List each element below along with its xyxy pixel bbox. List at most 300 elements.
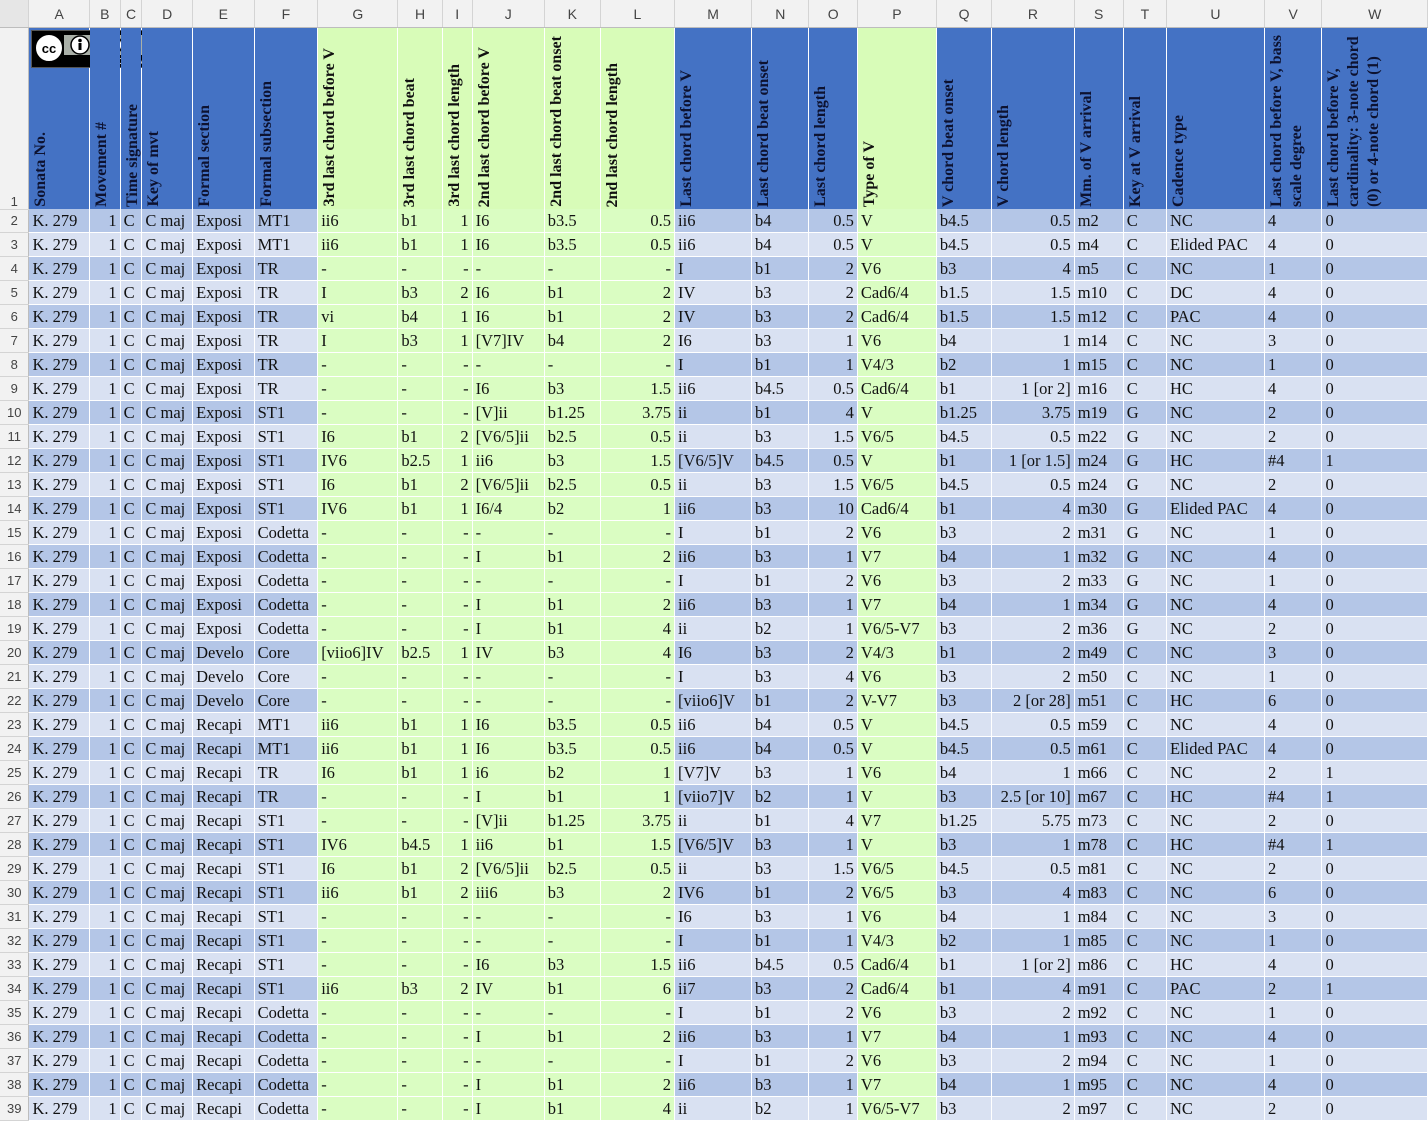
table-cell[interactable]: -	[398, 1025, 442, 1049]
table-cell[interactable]: b2	[752, 1097, 809, 1121]
header-cell[interactable]	[472, 28, 544, 210]
table-cell[interactable]: C maj	[142, 617, 193, 641]
table-cell[interactable]: 1	[89, 1025, 120, 1049]
table-cell[interactable]: 1	[809, 1097, 857, 1121]
table-cell[interactable]: C	[120, 761, 142, 785]
table-cell[interactable]: b2.5	[544, 857, 600, 881]
table-cell[interactable]: ii6	[675, 737, 752, 761]
column-header-k[interactable]: K	[544, 0, 600, 28]
table-cell[interactable]: 1	[442, 761, 472, 785]
table-cell[interactable]: NC	[1166, 809, 1264, 833]
table-cell[interactable]: V	[857, 737, 936, 761]
table-cell[interactable]: 4	[1264, 1025, 1321, 1049]
table-cell[interactable]: 1	[1322, 785, 1428, 809]
row-number[interactable]: 10	[0, 401, 29, 425]
table-cell[interactable]: 0	[1322, 665, 1428, 689]
table-cell[interactable]: K. 279	[29, 929, 89, 953]
table-cell[interactable]: MT1	[254, 737, 318, 761]
table-cell[interactable]: b2.5	[544, 473, 600, 497]
row-number[interactable]: 9	[0, 377, 29, 401]
table-cell[interactable]: 0.5	[992, 857, 1075, 881]
table-cell[interactable]: I6	[472, 737, 544, 761]
table-cell[interactable]: 2 [or 28]	[992, 689, 1075, 713]
table-cell[interactable]: b4	[752, 737, 809, 761]
table-cell[interactable]: 1	[992, 1073, 1075, 1097]
table-cell[interactable]: 0	[1322, 425, 1428, 449]
row-number[interactable]: 6	[0, 305, 29, 329]
table-cell[interactable]: K. 279	[29, 377, 89, 401]
table-cell[interactable]: b1	[752, 521, 809, 545]
table-cell[interactable]: I6	[472, 305, 544, 329]
table-cell[interactable]: ii	[675, 617, 752, 641]
table-cell[interactable]: C maj	[142, 665, 193, 689]
table-cell[interactable]: -	[544, 569, 600, 593]
table-cell[interactable]: I	[472, 593, 544, 617]
table-cell[interactable]: K. 279	[29, 809, 89, 833]
table-cell[interactable]: 0.5	[600, 425, 674, 449]
table-cell[interactable]: b1	[544, 281, 600, 305]
table-cell[interactable]: 1	[600, 785, 674, 809]
table-cell[interactable]: 0	[1322, 329, 1428, 353]
table-cell[interactable]: [V]ii	[472, 401, 544, 425]
table-cell[interactable]: b3	[752, 305, 809, 329]
row-number[interactable]: 33	[0, 953, 29, 977]
table-cell[interactable]: 1	[809, 329, 857, 353]
table-cell[interactable]: C	[1123, 737, 1166, 761]
table-cell[interactable]: ii6	[675, 209, 752, 233]
table-cell[interactable]: ii6	[472, 449, 544, 473]
table-cell[interactable]: K. 279	[29, 905, 89, 929]
header-cell[interactable]	[142, 28, 193, 210]
table-cell[interactable]: -	[398, 905, 442, 929]
table-cell[interactable]: G	[1123, 569, 1166, 593]
table-cell[interactable]: m86	[1074, 953, 1123, 977]
table-cell[interactable]: b3	[752, 497, 809, 521]
table-cell[interactable]: C	[120, 1073, 142, 1097]
table-cell[interactable]: 1	[89, 1073, 120, 1097]
table-cell[interactable]: 1	[442, 737, 472, 761]
table-cell[interactable]: b3	[752, 665, 809, 689]
table-cell[interactable]: ST1	[254, 833, 318, 857]
table-cell[interactable]: b1	[398, 233, 442, 257]
table-cell[interactable]: C maj	[142, 641, 193, 665]
table-cell[interactable]: Cad6/4	[857, 497, 936, 521]
table-cell[interactable]: NC	[1166, 401, 1264, 425]
table-cell[interactable]: ii	[675, 401, 752, 425]
column-header-b[interactable]: B	[89, 0, 120, 28]
table-cell[interactable]: 0	[1322, 305, 1428, 329]
table-cell[interactable]: IV	[675, 305, 752, 329]
table-cell[interactable]: C	[1123, 257, 1166, 281]
table-cell[interactable]: ii6	[472, 833, 544, 857]
table-cell[interactable]: 1	[89, 593, 120, 617]
table-cell[interactable]: m16	[1074, 377, 1123, 401]
table-cell[interactable]: m24	[1074, 449, 1123, 473]
header-cell[interactable]	[544, 28, 600, 210]
table-cell[interactable]: ii6	[318, 209, 398, 233]
table-cell[interactable]: 3	[1264, 641, 1321, 665]
table-cell[interactable]: 1	[89, 233, 120, 257]
table-cell[interactable]: ST1	[254, 473, 318, 497]
table-cell[interactable]: 2	[600, 881, 674, 905]
table-cell[interactable]: 4	[600, 641, 674, 665]
table-cell[interactable]: -	[318, 377, 398, 401]
table-cell[interactable]: m10	[1074, 281, 1123, 305]
column-header-w[interactable]: W	[1322, 0, 1428, 28]
row-number[interactable]: 3	[0, 233, 29, 257]
table-cell[interactable]: ii	[675, 857, 752, 881]
table-cell[interactable]: Develo	[193, 665, 254, 689]
table-cell[interactable]: C maj	[142, 593, 193, 617]
table-cell[interactable]: I	[472, 545, 544, 569]
table-cell[interactable]: C	[1123, 785, 1166, 809]
column-header-m[interactable]: M	[675, 0, 752, 28]
table-cell[interactable]: -	[472, 257, 544, 281]
table-cell[interactable]: C	[1123, 233, 1166, 257]
row-number[interactable]: 36	[0, 1025, 29, 1049]
table-cell[interactable]: ii6	[675, 497, 752, 521]
table-cell[interactable]: -	[442, 905, 472, 929]
table-cell[interactable]: 0.5	[809, 377, 857, 401]
table-cell[interactable]: b3	[936, 569, 991, 593]
table-cell[interactable]: 6	[600, 977, 674, 1001]
table-cell[interactable]: I	[675, 521, 752, 545]
table-cell[interactable]: b4.5	[936, 857, 991, 881]
table-cell[interactable]: b1	[544, 545, 600, 569]
table-cell[interactable]: 0	[1322, 1097, 1428, 1121]
table-cell[interactable]: C maj	[142, 425, 193, 449]
table-cell[interactable]: C	[1123, 905, 1166, 929]
table-cell[interactable]: 0	[1322, 737, 1428, 761]
table-cell[interactable]: -	[442, 1001, 472, 1025]
table-cell[interactable]: 0	[1322, 353, 1428, 377]
table-cell[interactable]: V6/5	[857, 425, 936, 449]
table-cell[interactable]: -	[398, 785, 442, 809]
table-cell[interactable]: 2	[442, 473, 472, 497]
table-cell[interactable]: -	[442, 1025, 472, 1049]
table-cell[interactable]: b4.5	[936, 473, 991, 497]
table-cell[interactable]: b1	[544, 1025, 600, 1049]
table-cell[interactable]: -	[442, 521, 472, 545]
column-header-e[interactable]: E	[193, 0, 254, 28]
table-cell[interactable]: C	[120, 857, 142, 881]
table-cell[interactable]: b1	[752, 929, 809, 953]
table-cell[interactable]: -	[472, 929, 544, 953]
table-cell[interactable]: K. 279	[29, 569, 89, 593]
table-cell[interactable]: 0	[1322, 1049, 1428, 1073]
table-cell[interactable]: TR	[254, 281, 318, 305]
table-cell[interactable]: b3	[752, 473, 809, 497]
table-cell[interactable]: b4.5	[936, 713, 991, 737]
table-cell[interactable]: 2	[809, 1001, 857, 1025]
table-cell[interactable]: 1	[442, 305, 472, 329]
table-cell[interactable]: ST1	[254, 953, 318, 977]
table-cell[interactable]: I	[472, 785, 544, 809]
table-cell[interactable]: 0.5	[992, 209, 1075, 233]
table-cell[interactable]: C	[120, 1049, 142, 1073]
table-cell[interactable]: ii	[675, 809, 752, 833]
table-cell[interactable]: Codetta	[254, 1073, 318, 1097]
table-cell[interactable]: 2	[1264, 761, 1321, 785]
table-cell[interactable]: C maj	[142, 545, 193, 569]
table-cell[interactable]: 6	[1264, 689, 1321, 713]
table-cell[interactable]: b1	[752, 353, 809, 377]
table-cell[interactable]: C maj	[142, 1001, 193, 1025]
table-cell[interactable]: V6	[857, 761, 936, 785]
table-cell[interactable]: NC	[1166, 1097, 1264, 1121]
table-cell[interactable]: 1	[89, 1001, 120, 1025]
table-cell[interactable]: m12	[1074, 305, 1123, 329]
table-cell[interactable]: C	[120, 1097, 142, 1121]
table-cell[interactable]: C	[1123, 353, 1166, 377]
table-cell[interactable]: 0	[1322, 641, 1428, 665]
table-cell[interactable]: 1	[809, 545, 857, 569]
table-cell[interactable]: 1	[809, 905, 857, 929]
table-cell[interactable]: Recapi	[193, 929, 254, 953]
table-cell[interactable]: 1	[89, 257, 120, 281]
header-cell[interactable]	[1074, 28, 1123, 210]
table-cell[interactable]: NC	[1166, 881, 1264, 905]
table-cell[interactable]: Recapi	[193, 857, 254, 881]
row-number[interactable]: 14	[0, 497, 29, 521]
table-cell[interactable]: 1	[89, 401, 120, 425]
table-cell[interactable]: 2	[600, 1025, 674, 1049]
table-cell[interactable]: m95	[1074, 1073, 1123, 1097]
table-cell[interactable]: -	[600, 689, 674, 713]
table-cell[interactable]: K. 279	[29, 713, 89, 737]
table-cell[interactable]: b1	[936, 377, 991, 401]
header-cell[interactable]	[1166, 28, 1264, 210]
table-cell[interactable]: K. 279	[29, 473, 89, 497]
table-cell[interactable]: C	[120, 521, 142, 545]
table-cell[interactable]: -	[442, 257, 472, 281]
table-cell[interactable]: MT1	[254, 713, 318, 737]
table-cell[interactable]: 1	[1322, 449, 1428, 473]
table-cell[interactable]: -	[442, 1049, 472, 1073]
table-cell[interactable]: -	[398, 1097, 442, 1121]
table-cell[interactable]: 2	[1264, 809, 1321, 833]
table-cell[interactable]: I6	[318, 761, 398, 785]
table-cell[interactable]: Develo	[193, 641, 254, 665]
table-cell[interactable]: K. 279	[29, 281, 89, 305]
table-cell[interactable]: b3	[936, 785, 991, 809]
row-number[interactable]: 22	[0, 689, 29, 713]
table-cell[interactable]: Exposi	[193, 329, 254, 353]
table-cell[interactable]: 1	[89, 905, 120, 929]
table-cell[interactable]: V-V7	[857, 689, 936, 713]
table-cell[interactable]: K. 279	[29, 1049, 89, 1073]
table-cell[interactable]: G	[1123, 449, 1166, 473]
table-cell[interactable]: -	[544, 1001, 600, 1025]
table-cell[interactable]: C	[120, 305, 142, 329]
table-cell[interactable]: b4	[936, 1025, 991, 1049]
row-number[interactable]: 31	[0, 905, 29, 929]
table-cell[interactable]: b1	[544, 1097, 600, 1121]
table-cell[interactable]: 1	[89, 713, 120, 737]
table-cell[interactable]: b3	[752, 593, 809, 617]
table-cell[interactable]: C maj	[142, 977, 193, 1001]
table-cell[interactable]: Cad6/4	[857, 377, 936, 401]
table-cell[interactable]: I	[318, 281, 398, 305]
table-cell[interactable]: G	[1123, 497, 1166, 521]
table-cell[interactable]: 0.5	[992, 737, 1075, 761]
table-cell[interactable]: m33	[1074, 569, 1123, 593]
row-number[interactable]: 7	[0, 329, 29, 353]
table-cell[interactable]: 0	[1322, 713, 1428, 737]
table-cell[interactable]: b1.25	[936, 401, 991, 425]
table-cell[interactable]: 6	[1264, 881, 1321, 905]
column-header-u[interactable]: U	[1166, 0, 1264, 28]
row-number[interactable]: 27	[0, 809, 29, 833]
table-cell[interactable]: b4.5	[936, 233, 991, 257]
table-cell[interactable]: b1	[398, 713, 442, 737]
table-cell[interactable]: 0.5	[992, 233, 1075, 257]
table-cell[interactable]: iii6	[472, 881, 544, 905]
table-cell[interactable]: Recapi	[193, 1097, 254, 1121]
table-cell[interactable]: Recapi	[193, 785, 254, 809]
table-cell[interactable]: -	[318, 1025, 398, 1049]
table-cell[interactable]: Codetta	[254, 1025, 318, 1049]
table-cell[interactable]: 0.5	[992, 713, 1075, 737]
table-cell[interactable]: V6	[857, 329, 936, 353]
table-cell[interactable]: ii6	[675, 1073, 752, 1097]
table-cell[interactable]: -	[318, 689, 398, 713]
column-header-f[interactable]: F	[254, 0, 318, 28]
table-cell[interactable]: -	[318, 617, 398, 641]
table-cell[interactable]: 1	[89, 281, 120, 305]
header-cell[interactable]	[992, 28, 1075, 210]
table-cell[interactable]: 2	[809, 569, 857, 593]
table-cell[interactable]: ii6	[318, 881, 398, 905]
table-cell[interactable]: ii6	[675, 233, 752, 257]
table-cell[interactable]: 1	[89, 1049, 120, 1073]
table-cell[interactable]: G	[1123, 473, 1166, 497]
header-cell[interactable]	[936, 28, 991, 210]
table-cell[interactable]: I	[675, 1001, 752, 1025]
table-cell[interactable]: [viio6]V	[675, 689, 752, 713]
table-cell[interactable]: C	[120, 329, 142, 353]
table-cell[interactable]: 0	[1322, 689, 1428, 713]
table-cell[interactable]: 1	[89, 665, 120, 689]
header-cell[interactable]	[29, 28, 89, 210]
table-cell[interactable]: Cad6/4	[857, 953, 936, 977]
table-cell[interactable]: b1	[752, 689, 809, 713]
table-cell[interactable]: IV	[472, 641, 544, 665]
table-cell[interactable]: C	[120, 689, 142, 713]
table-cell[interactable]: NC	[1166, 569, 1264, 593]
table-cell[interactable]: ii6	[318, 977, 398, 1001]
table-cell[interactable]: 0.5	[600, 233, 674, 257]
table-cell[interactable]: C	[120, 209, 142, 233]
table-cell[interactable]: C maj	[142, 953, 193, 977]
table-cell[interactable]: -	[398, 521, 442, 545]
table-cell[interactable]: V6	[857, 665, 936, 689]
table-cell[interactable]: K. 279	[29, 209, 89, 233]
table-cell[interactable]: b4	[936, 1073, 991, 1097]
table-cell[interactable]: Elided PAC	[1166, 233, 1264, 257]
table-cell[interactable]: b4	[936, 761, 991, 785]
table-cell[interactable]: Elided PAC	[1166, 497, 1264, 521]
header-cell[interactable]	[398, 28, 442, 210]
table-cell[interactable]: C maj	[142, 569, 193, 593]
table-cell[interactable]: 2	[992, 665, 1075, 689]
table-cell[interactable]: Codetta	[254, 569, 318, 593]
table-cell[interactable]: NC	[1166, 353, 1264, 377]
table-cell[interactable]: 2	[992, 641, 1075, 665]
table-cell[interactable]: m59	[1074, 713, 1123, 737]
table-cell[interactable]: b1	[936, 641, 991, 665]
table-cell[interactable]: b4	[752, 233, 809, 257]
column-header-g[interactable]: G	[318, 0, 398, 28]
table-cell[interactable]: C	[120, 641, 142, 665]
table-cell[interactable]: -	[544, 689, 600, 713]
row-number[interactable]: 15	[0, 521, 29, 545]
column-header-p[interactable]: P	[857, 0, 936, 28]
table-cell[interactable]: C maj	[142, 401, 193, 425]
table-cell[interactable]: b1	[398, 881, 442, 905]
table-cell[interactable]: -	[398, 665, 442, 689]
table-cell[interactable]: V6	[857, 521, 936, 545]
table-cell[interactable]: b1	[398, 761, 442, 785]
table-cell[interactable]: ii6	[318, 233, 398, 257]
table-cell[interactable]: V4/3	[857, 353, 936, 377]
table-cell[interactable]: K. 279	[29, 401, 89, 425]
table-cell[interactable]: 1	[600, 761, 674, 785]
header-cell[interactable]	[809, 28, 857, 210]
table-cell[interactable]: m34	[1074, 593, 1123, 617]
table-cell[interactable]: -	[544, 665, 600, 689]
table-cell[interactable]: m94	[1074, 1049, 1123, 1073]
row-number[interactable]: 28	[0, 833, 29, 857]
table-cell[interactable]: -	[600, 1049, 674, 1073]
table-cell[interactable]: 0	[1322, 233, 1428, 257]
table-cell[interactable]: 4	[1264, 281, 1321, 305]
table-cell[interactable]: IV6	[318, 833, 398, 857]
table-cell[interactable]: -	[442, 785, 472, 809]
table-cell[interactable]: 1 [or 2]	[992, 953, 1075, 977]
table-cell[interactable]: I	[675, 1049, 752, 1073]
table-cell[interactable]: 1	[89, 929, 120, 953]
table-cell[interactable]: 1	[442, 641, 472, 665]
table-cell[interactable]: 0	[1322, 257, 1428, 281]
table-cell[interactable]: 1	[89, 953, 120, 977]
table-cell[interactable]: C	[120, 1001, 142, 1025]
table-cell[interactable]: 1	[809, 1025, 857, 1049]
column-header-t[interactable]: T	[1123, 0, 1166, 28]
table-cell[interactable]: 2	[442, 281, 472, 305]
table-cell[interactable]: 1	[89, 521, 120, 545]
table-cell[interactable]: 2	[600, 1073, 674, 1097]
header-cell[interactable]	[254, 28, 318, 210]
table-cell[interactable]: K. 279	[29, 737, 89, 761]
table-cell[interactable]: I6	[675, 641, 752, 665]
table-cell[interactable]: 2	[600, 593, 674, 617]
table-cell[interactable]: Elided PAC	[1166, 737, 1264, 761]
header-cell[interactable]	[857, 28, 936, 210]
table-cell[interactable]: b3	[936, 665, 991, 689]
table-cell[interactable]: m83	[1074, 881, 1123, 905]
table-cell[interactable]: 1	[809, 761, 857, 785]
row-number[interactable]: 38	[0, 1073, 29, 1097]
table-cell[interactable]: 2	[1264, 617, 1321, 641]
table-cell[interactable]: ii7	[675, 977, 752, 1001]
table-cell[interactable]: -	[398, 545, 442, 569]
table-cell[interactable]: 1	[992, 353, 1075, 377]
table-cell[interactable]: b3	[752, 761, 809, 785]
table-cell[interactable]: 1	[1264, 257, 1321, 281]
table-cell[interactable]: -	[398, 1073, 442, 1097]
table-cell[interactable]: b3	[544, 953, 600, 977]
